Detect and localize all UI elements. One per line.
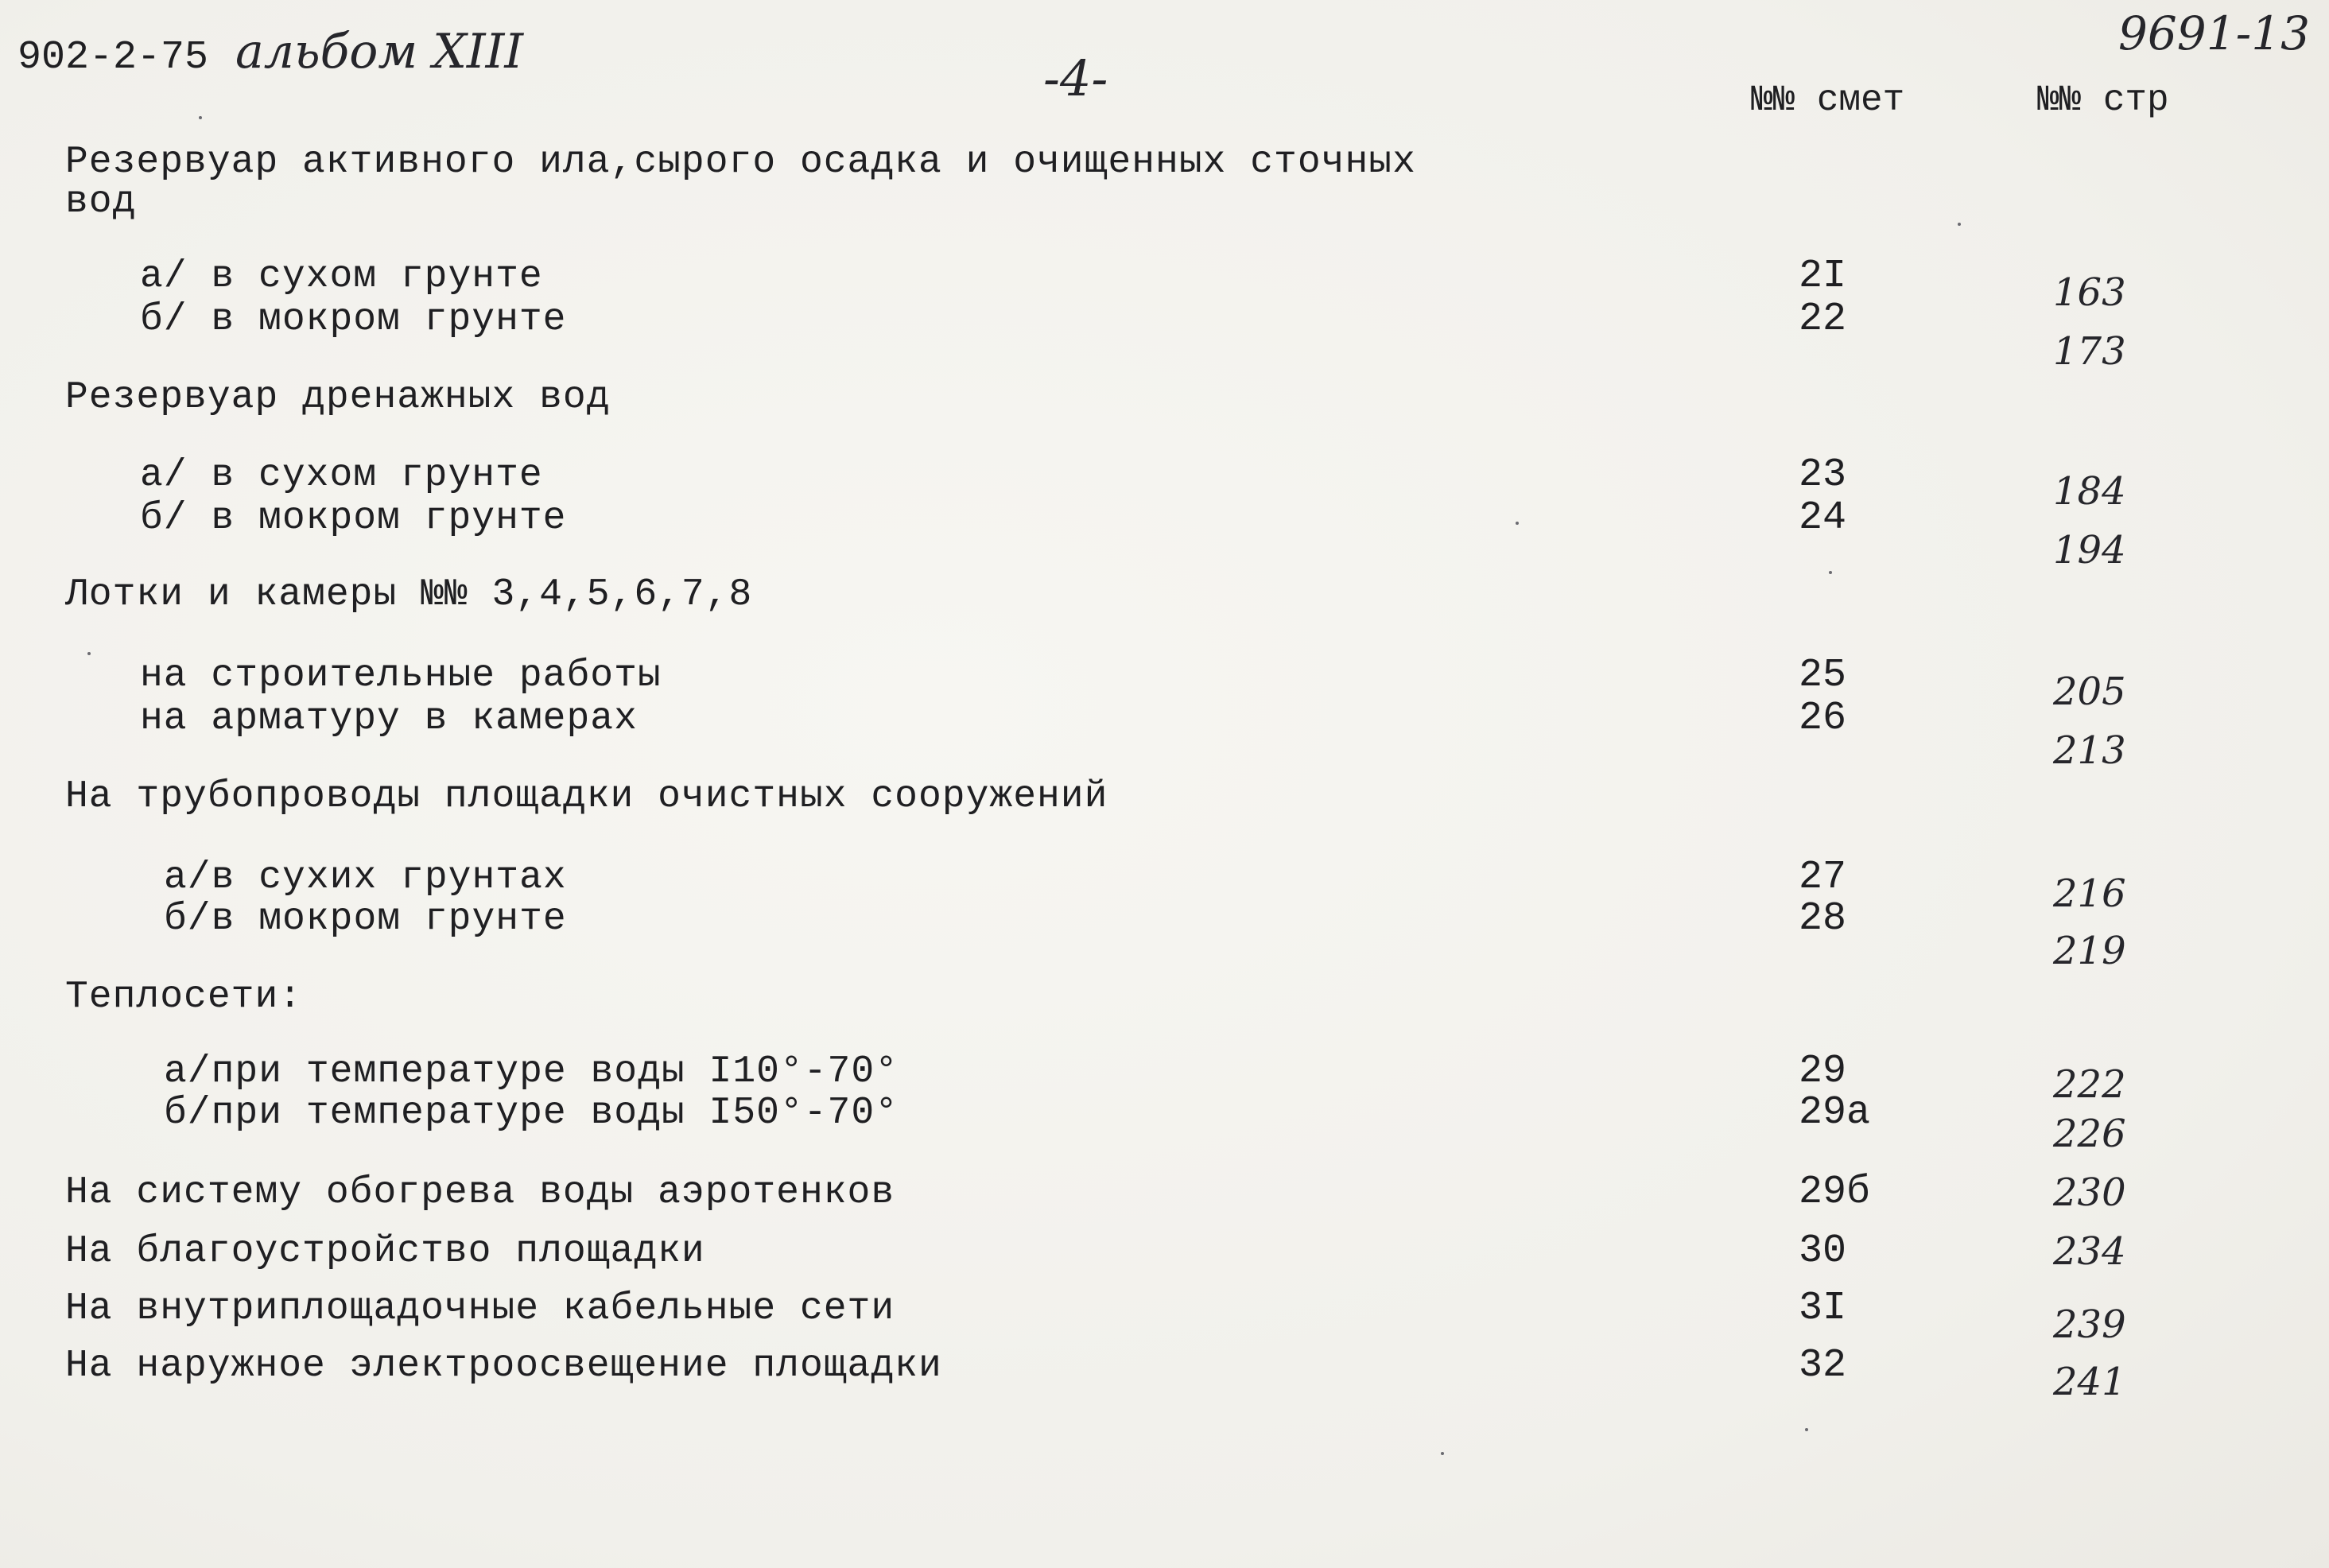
entry-label: Резервуар дренажных вод (65, 376, 611, 419)
speck (199, 116, 202, 119)
estimate-number: 26 (1799, 696, 1847, 741)
estimate-number: 22 (1799, 297, 1847, 342)
entry-label: На наружное электроосвещение площадки (65, 1345, 942, 1388)
estimate-number: 3I (1799, 1286, 1847, 1331)
list-item (0, 1343, 2329, 1404)
entry-label: а/ в сухом грунте (140, 454, 543, 497)
entry-label: а/в сухих грунтах (164, 856, 567, 899)
entry-label: Теплосети: (65, 976, 303, 1019)
list-item (0, 696, 2329, 773)
page-number-handwritten: 230 (2053, 1170, 2126, 1215)
page-number-handwritten: 241 (2053, 1360, 2126, 1404)
list-item (0, 776, 2329, 824)
list-item (0, 181, 2329, 229)
list-item (0, 1090, 2329, 1156)
page-number-handwritten: 216 (2053, 871, 2126, 916)
list-item (0, 1286, 2329, 1347)
entry-label: вод (65, 180, 137, 223)
entry-label: б/при температуре воды I50°-70° (164, 1092, 899, 1135)
page-number-handwritten: 219 (2053, 929, 2126, 973)
entry-label: на арматуру в камерах (140, 697, 638, 740)
entry-label: б/ в мокром грунте (140, 497, 567, 540)
list-item (0, 254, 2329, 315)
page-marker: -4- (1043, 49, 1108, 107)
entry-label: На систему обогрева воды аэротенков (65, 1171, 895, 1214)
page-number-handwritten: 184 (2053, 469, 2126, 514)
list-item (0, 452, 2329, 514)
entry-label: На трубопроводы площадки очистных сооружений (65, 775, 1108, 818)
estimate-number: 27 (1799, 855, 1847, 900)
entry-label: а/ в сухом грунте (140, 255, 543, 298)
list-item (0, 1228, 2329, 1279)
page-number-handwritten: 194 (2053, 528, 2126, 572)
entry-label: Резервуар активного ила,сырого осадка и очищенных сточных (65, 141, 1416, 184)
estimate-number: 29 (1799, 1049, 1847, 1094)
page-number-handwritten: 173 (2053, 329, 2126, 374)
estimate-number: 23 (1799, 452, 1847, 498)
entry-label: б/в мокром грунте (164, 898, 567, 941)
list-item (0, 574, 2329, 622)
column-header-smeta: №№ смет (1751, 80, 1905, 121)
entry-label: а/при температуре воды I10°-70° (164, 1050, 899, 1093)
estimate-number: 24 (1799, 495, 1847, 541)
speck (1829, 571, 1832, 574)
speck (1805, 1428, 1808, 1431)
estimate-number: 29а (1799, 1090, 1871, 1135)
estimate-number: 28 (1799, 896, 1847, 941)
page-number-handwritten: 222 (2053, 1062, 2126, 1107)
album-handwritten: альбом XIII (235, 24, 524, 80)
list-item (0, 653, 2329, 714)
estimate-number: 2I (1799, 254, 1847, 299)
entry-label: на строительные работы (140, 654, 662, 697)
speck (1958, 223, 1961, 226)
column-header-page: №№ стр (2037, 80, 2169, 121)
estimate-number: 25 (1799, 653, 1847, 698)
list-item (0, 1172, 2329, 1220)
list-item (0, 495, 2329, 572)
speck (1441, 1452, 1444, 1455)
list-item (0, 297, 2329, 374)
entry-label: На внутриплощадочные кабельные сети (65, 1287, 895, 1330)
estimate-number: 32 (1799, 1343, 1847, 1388)
page-number-handwritten: 205 (2053, 670, 2126, 714)
doc-code: 902-2-75 (17, 35, 209, 80)
estimate-number: 29б (1799, 1170, 1871, 1215)
page-number-handwritten: 226 (2053, 1112, 2126, 1156)
page-number-handwritten: 163 (2053, 270, 2126, 315)
estimate-number: 30 (1799, 1228, 1847, 1274)
list-item (0, 976, 2329, 1024)
list-item (0, 896, 2329, 973)
page-number-handwritten: 239 (2053, 1302, 2126, 1347)
list-item (0, 377, 2329, 425)
page-number-handwritten: 234 (2053, 1229, 2126, 1274)
entry-label: б/ в мокром грунте (140, 298, 567, 341)
speck (87, 652, 91, 655)
entry-label: Лотки и камеры №№ 3,4,5,6,7,8 (65, 573, 753, 616)
speck (1516, 522, 1519, 525)
archive-number: 9691-13 (2118, 6, 2311, 60)
entry-label: На благоустройство площадки (65, 1230, 705, 1273)
page-number-handwritten: 213 (2053, 728, 2126, 773)
